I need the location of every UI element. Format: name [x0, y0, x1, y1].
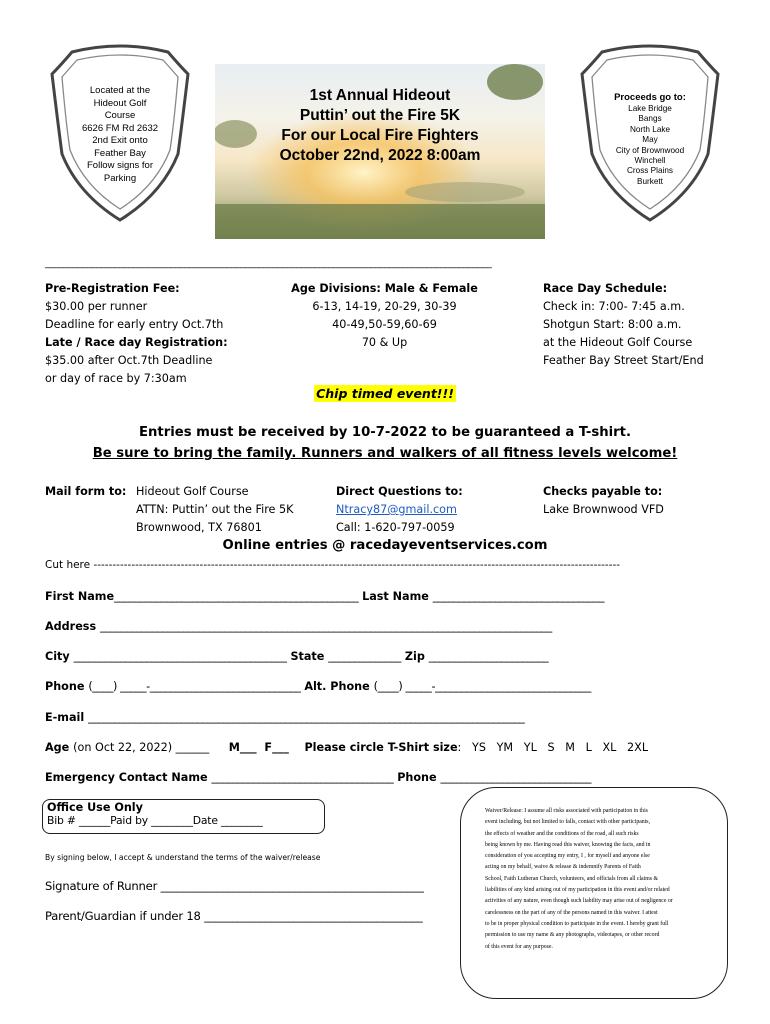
hero-banner: [215, 64, 545, 239]
fee-price: $30.00 per runner: [45, 300, 148, 313]
event-date: October 22nd, 2022 8:00am: [279, 147, 481, 164]
chip-highlight: Chip timed event!!!: [316, 386, 454, 401]
fee-heading: Pre-Registration Fee:: [45, 282, 180, 295]
last-name-label: Last Name: [362, 590, 429, 603]
phone-label: Phone: [45, 680, 85, 693]
alt-phone-field[interactable]: (____) _____-______________________________: [373, 680, 591, 693]
office-use-title: Office Use Only: [47, 801, 143, 814]
waiver-line: event including, but not limited to falls, contact with other participants,: [485, 819, 651, 826]
questions-heading: Direct Questions to:: [336, 485, 463, 498]
location-line: Parking: [103, 172, 137, 184]
waiver-line: School, Faith Lutheran Church, volunteers, and officials from all claims &: [485, 875, 658, 882]
last-name-field[interactable]: _________________________________: [432, 590, 605, 603]
waiver-line: of this event for any purpose.: [485, 943, 553, 950]
zip-label: Zip: [404, 650, 425, 663]
waiver-line: liabilities of any kind arising out of my participation in this event and/or related: [485, 887, 670, 894]
office-use-fields: Bib # ______Paid by ________Date ________: [47, 814, 263, 827]
chip-notice: [0, 385, 770, 403]
signature-line[interactable]: Signature of Runner _______________________________________________: [45, 879, 424, 893]
age-row: [45, 741, 648, 754]
waiver-line: the effects of weather and the conditions of the road, all such risks: [485, 830, 639, 837]
email-label: E-mail: [45, 711, 85, 724]
contact-phone: Call: 1-620-797-0059: [336, 521, 455, 534]
division-line: 70 & Up: [361, 336, 408, 349]
city-label: City: [45, 650, 70, 663]
late-fee-note: or day of race by 7:30am: [45, 372, 187, 385]
waiver-line: acting on my behalf, waive & release & indemnify Parents of Faith: [485, 864, 641, 871]
emergency-row: [45, 771, 591, 784]
emergency-field[interactable]: ___________________________________: [211, 771, 394, 784]
waiver-line: carelessness on the part of any of the persons named in this waiver. I attest: [485, 909, 658, 916]
guardian-signature-line[interactable]: Parent/Guardian if under 18 _______________________________________: [45, 909, 423, 923]
waiver-line: to be in proper physical condition to participate in the event. I hereby grant full: [485, 920, 669, 927]
divisions-column: [277, 280, 492, 352]
office-use-box: [42, 799, 325, 834]
waiver-line: Waiver/Release: I assume all risks associated with participation in this: [485, 808, 648, 814]
beneficiary: North Lake: [629, 124, 671, 134]
first-name-field[interactable]: _______________________________________________: [114, 590, 359, 603]
state-field[interactable]: ______________: [328, 650, 401, 663]
age-label: Age: [45, 741, 70, 754]
address-field[interactable]: _______________________________________________________________________________________: [100, 620, 552, 633]
phone-field[interactable]: (____) _____-_____________________________: [88, 680, 301, 693]
state-label: State: [290, 650, 325, 663]
event-title-line: Puttin’ out the Fire 5K: [299, 107, 461, 124]
location-line: 6626 FM Rd 2632: [81, 122, 159, 134]
beneficiary: Lake Bridge: [628, 104, 672, 113]
waiver-line: permission to use my name & any photographs, videotapes, or other record: [485, 932, 660, 939]
beneficiary: Burkett: [637, 176, 663, 186]
tshirt-label: Please circle T-Shirt size: [304, 741, 458, 754]
beneficiary: Bangs: [638, 114, 662, 124]
zip-field[interactable]: _______________________: [428, 650, 549, 663]
event-title-line: 1st Annual Hideout: [309, 87, 451, 104]
address-label: Address: [45, 620, 97, 633]
proceeds-badge: [580, 44, 720, 224]
location-line: Follow signs for: [87, 160, 153, 171]
email-row: [45, 711, 524, 724]
questions-block: [336, 483, 536, 537]
division-line: 40-49,50-59,60-69: [332, 318, 437, 331]
division-line: 6-13, 14-19, 20-29, 30-39: [312, 300, 457, 313]
schedule-line: at the Hideout Golf Course: [543, 336, 693, 349]
section-rule: ________________________________________________________________________________________________: [45, 258, 492, 269]
late-fee-price: $35.00 after Oct.7th Deadline: [45, 354, 213, 367]
emergency-label: Emergency Contact Name: [45, 771, 208, 784]
mail-label: [45, 483, 126, 501]
location-line: Located at the: [89, 85, 151, 96]
schedule-heading: Race Day Schedule:: [543, 282, 668, 295]
beneficiary: Winchell: [634, 156, 666, 166]
phone-row: [45, 680, 591, 693]
waiver-line: consideration of you accepting my entry, I , for myself and anyone else: [485, 853, 650, 860]
entries-notice: Entries must be received by 10-7-2022 to be guaranteed a T-shirt.: [139, 425, 631, 440]
checks-payee: Lake Brownwood VFD: [543, 503, 664, 516]
divisions-heading: Age Divisions: Male & Female: [291, 282, 478, 295]
schedule-line: Shotgun Start: 8:00 a.m.: [543, 318, 682, 331]
city-field[interactable]: _________________________________________: [73, 650, 287, 663]
location-line: Course: [104, 110, 136, 121]
family-notice: Be sure to bring the family. Runners and walkers of all fitness levels welcome!: [92, 446, 678, 461]
emergency-phone-field[interactable]: _____________________________: [440, 771, 592, 784]
beneficiary: Cross Plains: [627, 166, 673, 176]
beneficiary: May: [642, 135, 658, 145]
online-entries: Online entries @ racedayeventservices.com: [222, 538, 548, 553]
waiver-box: [460, 787, 728, 999]
schedule-column: [543, 280, 758, 370]
location-line: Hideout Golf: [93, 97, 147, 109]
tshirt-sizes[interactable]: : YS YM YL S M L XL 2XL: [457, 741, 649, 754]
alt-phone-label: Alt. Phone: [304, 680, 370, 693]
address-line: Brownwood, TX 76801: [136, 521, 262, 534]
emergency-phone-label: Phone: [397, 771, 437, 784]
contact-email-link[interactable]: Ntracy87@gmail.com: [336, 503, 457, 516]
fees-column: [45, 280, 295, 388]
fee-deadline: Deadline for early entry Oct.7th: [45, 318, 224, 331]
consent-text: By signing below, I accept & understand the terms of the waiver/release: [45, 853, 321, 862]
gender-field[interactable]: M___ F___: [228, 741, 289, 754]
location-line: 2nd Exit onto: [92, 135, 148, 146]
proceeds-title: Proceeds go to:: [614, 92, 686, 103]
schedule-line: Check in: 7:00- 7:45 a.m.: [543, 300, 685, 313]
beneficiary: City of Brownwood: [615, 145, 685, 155]
age-field[interactable]: (on Oct 22, 2022) ______: [73, 741, 210, 754]
location-line: Feather Bay: [94, 147, 146, 159]
address-line: ATTN: Puttin’ out the Fire 5K: [136, 503, 294, 516]
late-fee-heading: Late / Race day Registration:: [45, 336, 228, 349]
city-row: [45, 650, 548, 663]
checks-heading: Checks payable to:: [543, 485, 663, 498]
address-row: [45, 620, 552, 633]
schedule-line: Feather Bay Street Start/End: [543, 354, 704, 367]
waiver-line: activities of any nature, even though such liability may arise out of negligence or: [485, 898, 673, 905]
waiver-line: being known by me. Having read this waiver, knowing the facts, and in: [485, 841, 651, 848]
checks-block: [543, 483, 743, 519]
address-line: Hideout Golf Course: [136, 485, 249, 498]
cut-line: Cut here -------------------------------------------------------------------------------------------------------------------------------------------: [45, 559, 621, 571]
mail-address: [136, 483, 326, 537]
location-badge: [50, 44, 190, 224]
first-name-label: First Name: [45, 590, 115, 603]
email-field[interactable]: ____________________________________________________________________________________: [88, 711, 525, 724]
first-name-row: [45, 590, 604, 603]
event-title-line: For our Local Fire Fighters: [281, 127, 479, 144]
mail-label-text: Mail form to:: [45, 485, 127, 498]
